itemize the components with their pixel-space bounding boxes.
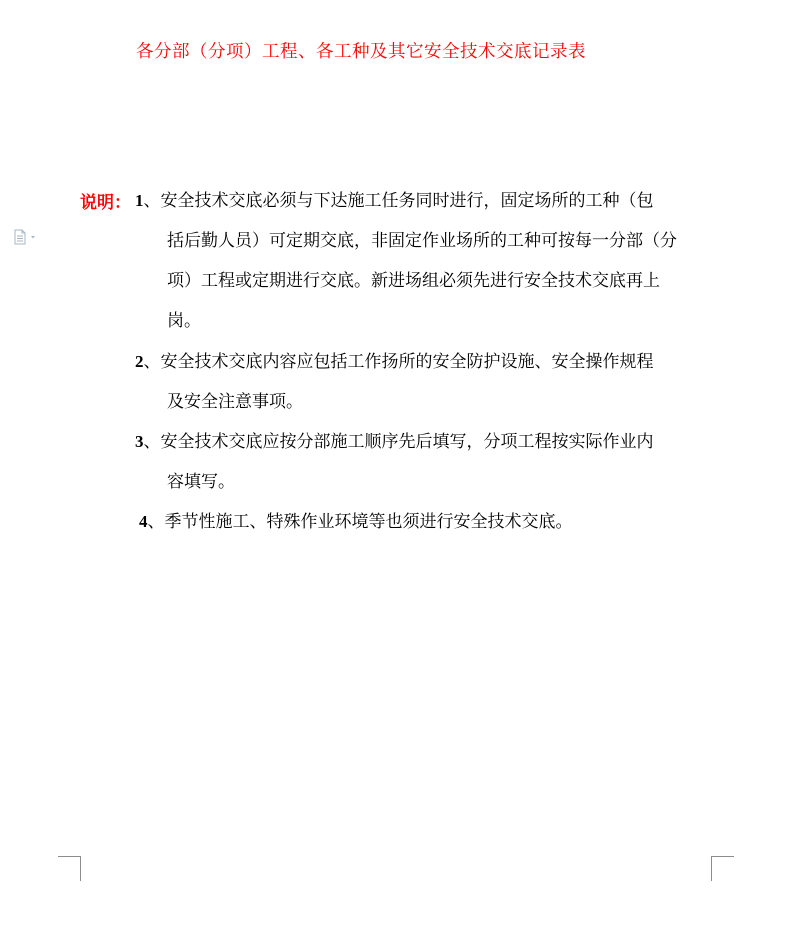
- margin-corner-mark-right: [711, 856, 734, 881]
- notes-label: 说明：: [80, 193, 131, 213]
- note-text: 、安全技术交底内容应包括工作扬所的安全防护设施、安全操作规程: [143, 352, 654, 372]
- note-number: 3: [135, 432, 144, 451]
- note-line: 及安全注意事项。: [167, 392, 303, 412]
- note-text: 、季节性施工、特殊作业环境等也须进行安全技术交底。: [147, 512, 573, 532]
- note-item-1: [135, 181, 677, 341]
- note-item-2: [135, 342, 654, 422]
- note-text: 、安全技术交底应按分部施工顺序先后填写，分项工程按实际作业内: [143, 432, 654, 452]
- note-line: 岗。: [167, 311, 201, 331]
- note-item-3: [135, 422, 654, 502]
- note-number: 1: [135, 191, 144, 210]
- note-line: 项）工程或定期进行交底。新进场组必须先进行安全技术交底再上: [167, 271, 660, 291]
- margin-corner-mark-left: [58, 856, 81, 881]
- document-title: 各分部（分项）工程、各工种及其它安全技术交底记录表: [136, 42, 586, 62]
- note-line: [135, 342, 654, 382]
- note-line: [135, 181, 677, 221]
- note-line: [135, 422, 654, 462]
- note-line: 括后勤人员）可定期交底，非固定作业场所的工种可按每一分部（分: [167, 231, 677, 251]
- note-line: [139, 502, 573, 542]
- note-line: 容填写。: [167, 472, 235, 492]
- note-item-4: [139, 502, 573, 542]
- note-text: 、安全技术交底必须与下达施工任务同时进行，固定场所的工种（包: [143, 191, 654, 211]
- note-number: 2: [135, 352, 144, 371]
- note-number: 4: [139, 512, 148, 531]
